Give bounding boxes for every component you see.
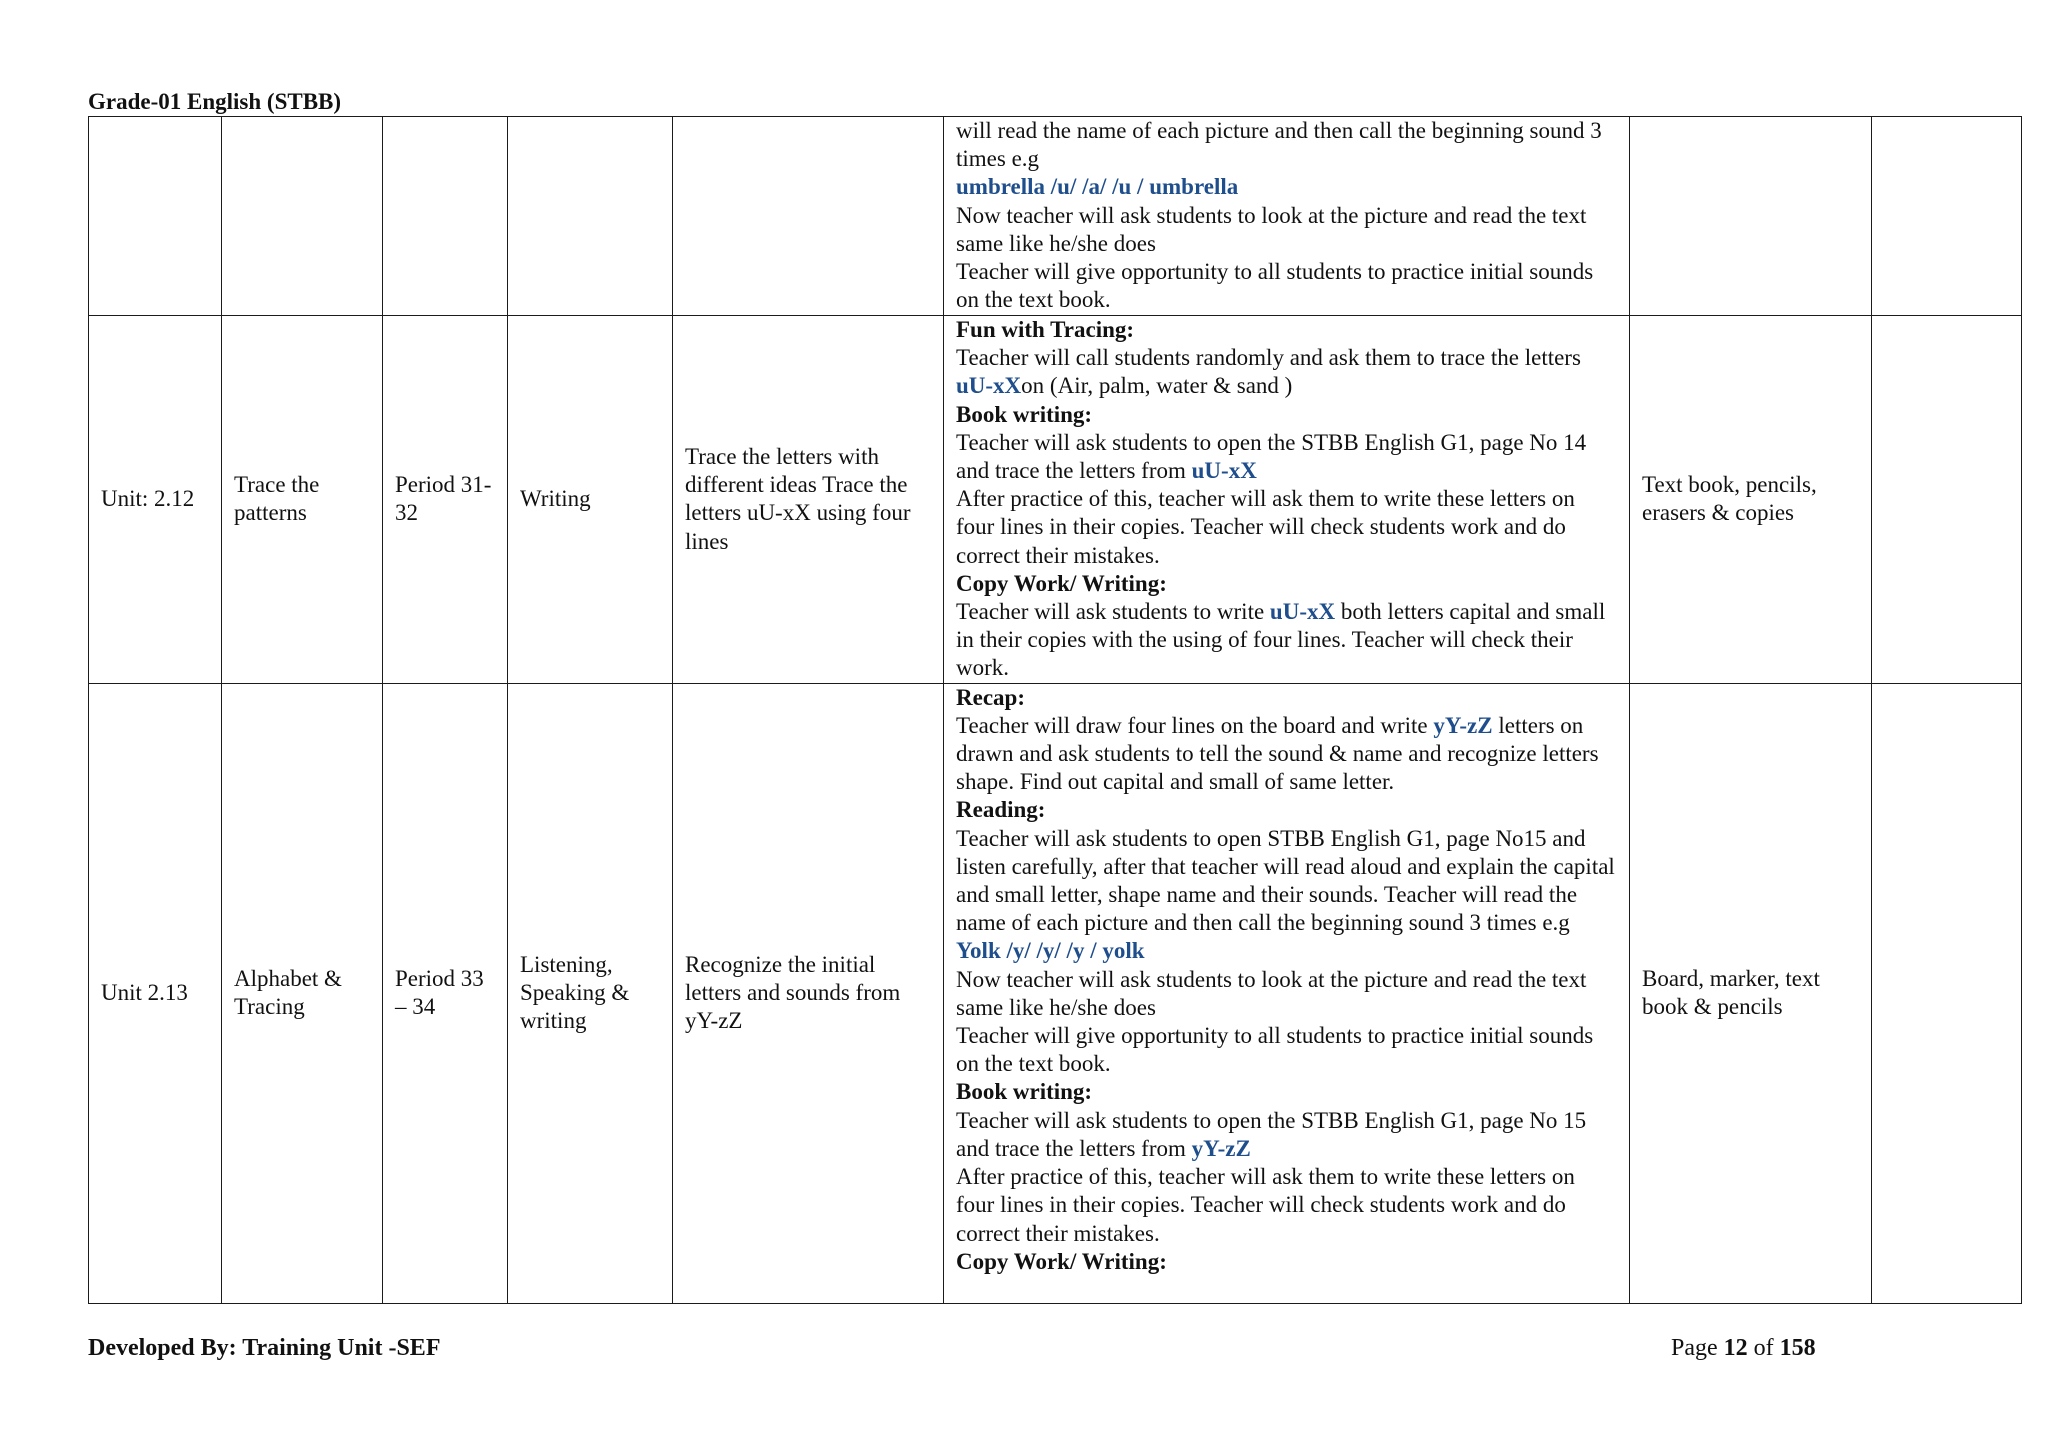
period-cell: Period 33 – 34 (383, 683, 508, 1303)
content-paragraph (956, 202, 1617, 258)
highlighted-letters: Yolk /y/ /y/ /y / yolk (956, 938, 1145, 964)
remarks-cell (1872, 683, 2022, 1303)
content-cell (944, 316, 1630, 684)
resources-cell: Text book, pencils, erasers & copies (1630, 316, 1872, 684)
section-heading: Reading: (956, 797, 1046, 823)
content-paragraph (956, 117, 1617, 173)
unit-cell (89, 117, 222, 316)
section-heading: Book writing: (956, 401, 1093, 427)
paragraph-text: Now teacher will ask students to look at the picture and read the text same like he/she does (956, 966, 1587, 1020)
period-cell: Period 31-32 (383, 316, 508, 684)
paragraph-text: After practice of this, teacher will ask them to write these letters on four lines in their copies. Teacher will check students work and do correct their mistakes. (956, 486, 1575, 568)
paragraph-text: letters on drawn and ask students to tell the sound & name and recognize letters shape. Find out capital and small of same letter. (956, 712, 1599, 795)
paragraph-text: Teacher will give opportunity to all students to practice initial sounds on the text book. (956, 259, 1594, 313)
content-paragraph (956, 258, 1617, 314)
paragraph-text: Teacher will ask students to open the STBB English G1, page No 14 and trace the letters from (956, 429, 1587, 484)
topic-cell: Alphabet & Tracing (222, 683, 383, 1303)
skill-cell (508, 117, 673, 316)
highlighted-letters: yY-zZ (1433, 712, 1493, 738)
unit-cell: Unit 2.13 (89, 683, 222, 1303)
footer-developed-by: Developed By: Training Unit -SEF (88, 1335, 441, 1361)
paragraph-text: After practice of this, teacher will ask them to write these letters on four lines in their copies. Teacher will check students work and do correct their mistakes. (956, 1164, 1575, 1246)
section-heading: Recap: (956, 684, 1025, 710)
topic-cell (222, 117, 383, 316)
content-paragraph (956, 1163, 1617, 1248)
period-cell (383, 117, 508, 316)
content-paragraph (956, 712, 1617, 797)
lesson-plan-table (88, 116, 2022, 1304)
highlighted-letters: uU-xX (956, 373, 1022, 399)
paragraph-text: will read the name of each picture and then call the beginning sound 3 times e.g (956, 118, 1602, 172)
unit-cell: Unit: 2.12 (89, 316, 222, 684)
section-heading: Fun with Tracing: (956, 317, 1135, 342)
paragraph-text: Teacher will give opportunity to all students to practice initial sounds on the text book. (956, 1023, 1594, 1077)
page-number (1671, 1335, 1816, 1362)
skill-cell: Writing (508, 316, 673, 684)
paragraph-text: Teacher will call students randomly and ask them to trace the letters (956, 345, 1581, 371)
slo-cell: Trace the letters with different ideas Trace the letters uU-xX using four lines (673, 316, 944, 684)
content-paragraph (956, 485, 1617, 570)
content-cell (944, 683, 1630, 1303)
paragraph-text: Now teacher will ask students to look at the picture and read the text same like he/she does (956, 202, 1587, 256)
page-of-word: of (1753, 1335, 1774, 1361)
slo-cell: Recognize the initial letters and sounds from yY-zZ (673, 683, 944, 1303)
highlighted-letters: uU-xX (1191, 458, 1257, 484)
content-paragraph (956, 598, 1617, 683)
content-cell (944, 117, 1630, 316)
content-paragraph (956, 1107, 1617, 1163)
paragraph-text: Teacher will ask students to open STBB English G1, page No15 and listen carefully, after that teacher will read aloud and explain the capital and small letter, shape name and their sounds. Teacher will read the name of each picture and then call the beginning sound 3 times e.g (956, 825, 1615, 936)
remarks-cell (1872, 117, 2022, 316)
section-heading: Copy Work/ Writing: (956, 1248, 1167, 1274)
table-row (89, 316, 2022, 684)
page-header: Grade-01 English (STBB) (88, 89, 342, 114)
paragraph-text: Teacher will ask students to write (956, 599, 1270, 625)
table-row (89, 683, 2022, 1303)
paragraph-text: Teacher will ask students to open the STBB English G1, page No 15 and trace the letters from (956, 1107, 1587, 1161)
page-current: 12 (1723, 1335, 1748, 1361)
paragraph-text: Teacher will draw four lines on the board and write (956, 712, 1434, 738)
topic-cell: Trace the patterns (222, 316, 383, 684)
section-heading: Book writing: (956, 1079, 1093, 1105)
content-paragraph (956, 825, 1617, 938)
section-heading: Copy Work/ Writing: (956, 570, 1167, 596)
content-paragraph (956, 1022, 1617, 1078)
slo-cell (673, 117, 944, 316)
resources-cell (1630, 117, 1872, 316)
content-paragraph (956, 966, 1617, 1022)
highlighted-letters: yY-zZ (1191, 1135, 1251, 1161)
remarks-cell (1872, 316, 2022, 684)
paragraph-text: both letters capital and small in their copies with the using of four lines. Teacher will check their work. (956, 599, 1606, 681)
page-word: Page (1671, 1335, 1718, 1361)
content-paragraph (956, 937, 1617, 965)
highlighted-letters: umbrella /u/ /a/ /u / umbrella (956, 174, 1239, 200)
table-row (89, 117, 2022, 316)
content-paragraph (956, 173, 1617, 201)
page-total: 158 (1779, 1335, 1816, 1361)
content-paragraph (956, 429, 1617, 485)
paragraph-text: on (Air, palm, water & sand ) (1021, 373, 1293, 399)
resources-cell: Board, marker, text book & pencils (1630, 683, 1872, 1303)
skill-cell: Listening, Speaking & writing (508, 683, 673, 1303)
content-paragraph (956, 344, 1617, 400)
highlighted-letters: uU-xX (1269, 599, 1336, 625)
